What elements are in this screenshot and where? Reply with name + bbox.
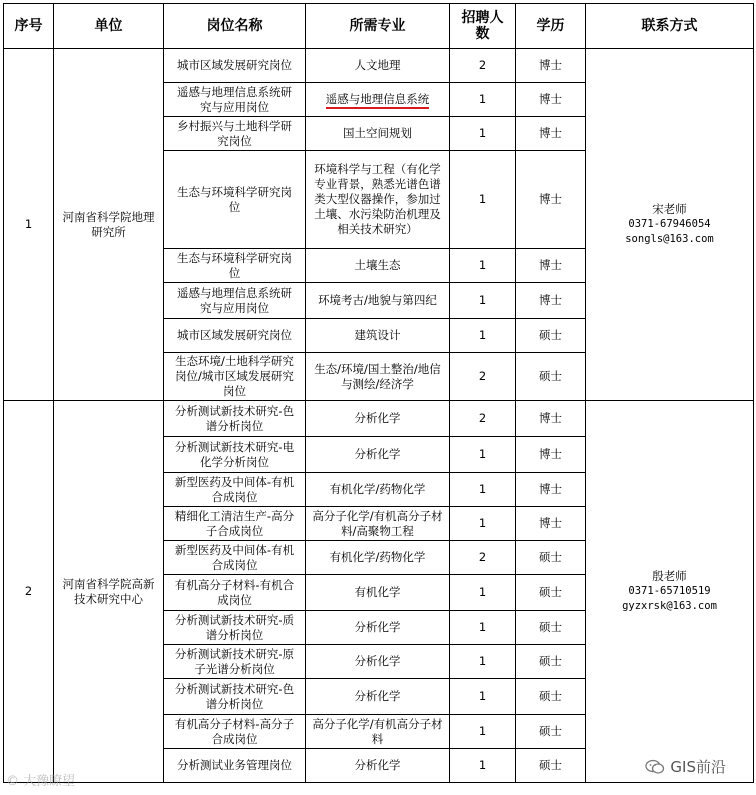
recruitment-table bbox=[3, 3, 754, 783]
group-contact bbox=[586, 49, 754, 401]
major-text: 人文地理 bbox=[354, 58, 401, 72]
count-cell: 1 bbox=[450, 749, 516, 783]
watermark-right bbox=[641, 754, 730, 779]
count-cell: 1 bbox=[450, 715, 516, 749]
header-major: 所需专业 bbox=[306, 4, 450, 49]
major-cell bbox=[306, 353, 450, 401]
degree-cell: 硕士 bbox=[516, 541, 586, 575]
degree-cell: 博士 bbox=[516, 283, 586, 319]
major-text: 分析化学 bbox=[354, 411, 401, 425]
degree-cell: 硕士 bbox=[516, 611, 586, 645]
major-text: 分析化学 bbox=[354, 689, 401, 703]
major-text: 环境考古/地貌与第四纪 bbox=[318, 293, 437, 307]
position-cell: 遥感与地理信息系统研究与应用岗位 bbox=[164, 83, 306, 117]
major-cell bbox=[306, 645, 450, 679]
major-text: 有机化学/药物化学 bbox=[329, 550, 426, 564]
wechat-icon bbox=[645, 759, 665, 775]
header-degree: 学历 bbox=[516, 4, 586, 49]
count-cell: 1 bbox=[450, 611, 516, 645]
count-cell: 1 bbox=[450, 473, 516, 507]
degree-cell: 硕士 bbox=[516, 319, 586, 353]
degree-cell: 硕士 bbox=[516, 715, 586, 749]
table-body bbox=[4, 49, 754, 783]
degree-cell: 硕士 bbox=[516, 645, 586, 679]
degree-cell: 博士 bbox=[516, 401, 586, 437]
count-cell: 1 bbox=[450, 437, 516, 473]
major-text: 分析化学 bbox=[354, 447, 401, 461]
position-cell: 乡村振兴与土地科学研究岗位 bbox=[164, 117, 306, 151]
degree-cell: 博士 bbox=[516, 249, 586, 283]
position-cell: 遥感与地理信息系统研究与应用岗位 bbox=[164, 283, 306, 319]
major-cell bbox=[306, 679, 450, 715]
contact-email: songls@163.com bbox=[625, 233, 714, 245]
header-row bbox=[4, 4, 754, 49]
major-cell bbox=[306, 283, 450, 319]
major-cell bbox=[306, 437, 450, 473]
position-cell: 分析测试新技术研究-电化学分析岗位 bbox=[164, 437, 306, 473]
position-cell: 城市区域发展研究岗位 bbox=[164, 49, 306, 83]
count-cell: 2 bbox=[450, 353, 516, 401]
major-text: 分析化学 bbox=[354, 758, 401, 772]
table-row bbox=[4, 49, 754, 83]
major-cell bbox=[306, 117, 450, 151]
major-cell bbox=[306, 83, 450, 117]
degree-cell: 博士 bbox=[516, 49, 586, 83]
contact-phone: 0371-67946054 bbox=[628, 218, 711, 230]
major-cell bbox=[306, 575, 450, 611]
major-text: 生态/环境/国土整治/地信与测绘/经济学 bbox=[314, 361, 441, 391]
position-cell: 新型医药及中间体-有机合成岗位 bbox=[164, 541, 306, 575]
position-cell: 分析测试新技术研究-质谱分析岗位 bbox=[164, 611, 306, 645]
major-text: 遥感与地理信息系统 bbox=[326, 92, 430, 109]
count-cell: 1 bbox=[450, 249, 516, 283]
contact-email: gyzxrsk@163.com bbox=[622, 600, 717, 612]
major-text: 环境科学与工程（有化学专业背景，熟悉光谱色谱类大型仪器操作，参加过土壤、水污染防治机理及相关技术研究） bbox=[314, 162, 441, 236]
count-cell: 1 bbox=[450, 679, 516, 715]
degree-cell: 硕士 bbox=[516, 575, 586, 611]
position-cell: 分析测试新技术研究-原子光谱分析岗位 bbox=[164, 645, 306, 679]
group-seq: 2 bbox=[4, 401, 54, 783]
position-cell: 分析测试业务管理岗位 bbox=[164, 749, 306, 783]
major-cell bbox=[306, 715, 450, 749]
degree-cell: 硕士 bbox=[516, 749, 586, 783]
count-cell: 1 bbox=[450, 507, 516, 541]
watermark-left: © 大豫瞭望 bbox=[6, 774, 76, 789]
major-text: 土壤生态 bbox=[354, 258, 401, 272]
major-cell bbox=[306, 319, 450, 353]
degree-cell: 博士 bbox=[516, 151, 586, 249]
major-cell bbox=[306, 401, 450, 437]
watermark-right-label: GIS前沿 bbox=[670, 758, 726, 776]
degree-cell: 硕士 bbox=[516, 679, 586, 715]
header-position: 岗位名称 bbox=[164, 4, 306, 49]
major-cell bbox=[306, 249, 450, 283]
count-cell: 2 bbox=[450, 541, 516, 575]
group-contact bbox=[586, 401, 754, 783]
position-cell: 有机高分子材料-高分子合成岗位 bbox=[164, 715, 306, 749]
major-cell bbox=[306, 473, 450, 507]
major-cell bbox=[306, 749, 450, 783]
major-text: 有机化学 bbox=[354, 585, 401, 599]
major-cell bbox=[306, 541, 450, 575]
degree-cell: 博士 bbox=[516, 83, 586, 117]
position-cell: 生态环境/土地科学研究岗位/城市区域发展研究岗位 bbox=[164, 353, 306, 401]
degree-cell: 博士 bbox=[516, 473, 586, 507]
major-text: 国土空间规划 bbox=[343, 126, 412, 140]
count-cell: 2 bbox=[450, 401, 516, 437]
header-count: 招聘人数 bbox=[450, 4, 516, 49]
major-text: 建筑设计 bbox=[354, 328, 401, 342]
major-text: 分析化学 bbox=[354, 620, 401, 634]
count-cell: 1 bbox=[450, 83, 516, 117]
count-cell: 1 bbox=[450, 283, 516, 319]
degree-cell: 硕士 bbox=[516, 353, 586, 401]
count-cell: 1 bbox=[450, 151, 516, 249]
table-row bbox=[4, 401, 754, 437]
group-seq: 1 bbox=[4, 49, 54, 401]
major-cell bbox=[306, 151, 450, 249]
degree-cell: 博士 bbox=[516, 507, 586, 541]
position-cell: 分析测试新技术研究-色谱分析岗位 bbox=[164, 679, 306, 715]
contact-phone: 0371-65710519 bbox=[628, 585, 711, 597]
position-cell: 分析测试新技术研究-色谱分析岗位 bbox=[164, 401, 306, 437]
major-cell bbox=[306, 49, 450, 83]
position-cell: 生态与环境科学研究岗位 bbox=[164, 249, 306, 283]
count-cell: 1 bbox=[450, 575, 516, 611]
position-cell: 新型医药及中间体-有机合成岗位 bbox=[164, 473, 306, 507]
count-cell: 1 bbox=[450, 319, 516, 353]
count-cell: 1 bbox=[450, 645, 516, 679]
group-unit: 河南省科学院高新技术研究中心 bbox=[54, 401, 164, 783]
major-text: 高分子化学/有机高分子材料 bbox=[312, 716, 443, 746]
major-cell bbox=[306, 611, 450, 645]
position-cell: 生态与环境科学研究岗位 bbox=[164, 151, 306, 249]
major-cell bbox=[306, 507, 450, 541]
major-text: 分析化学 bbox=[354, 654, 401, 668]
count-cell: 1 bbox=[450, 117, 516, 151]
degree-cell: 博士 bbox=[516, 437, 586, 473]
count-cell: 2 bbox=[450, 49, 516, 83]
header-unit: 单位 bbox=[54, 4, 164, 49]
contact-name: 宋老师 bbox=[652, 202, 687, 216]
header-contact: 联系方式 bbox=[586, 4, 754, 49]
position-cell: 有机高分子材料-有机合成岗位 bbox=[164, 575, 306, 611]
major-text: 高分子化学/有机高分子材料/高聚物工程 bbox=[312, 508, 443, 538]
contact-name: 殷老师 bbox=[652, 569, 687, 583]
header-seq: 序号 bbox=[4, 4, 54, 49]
group-unit: 河南省科学院地理研究所 bbox=[54, 49, 164, 401]
position-cell: 城市区域发展研究岗位 bbox=[164, 319, 306, 353]
position-cell: 精细化工清洁生产-高分子合成岗位 bbox=[164, 507, 306, 541]
major-text: 有机化学/药物化学 bbox=[329, 482, 426, 496]
degree-cell: 博士 bbox=[516, 117, 586, 151]
